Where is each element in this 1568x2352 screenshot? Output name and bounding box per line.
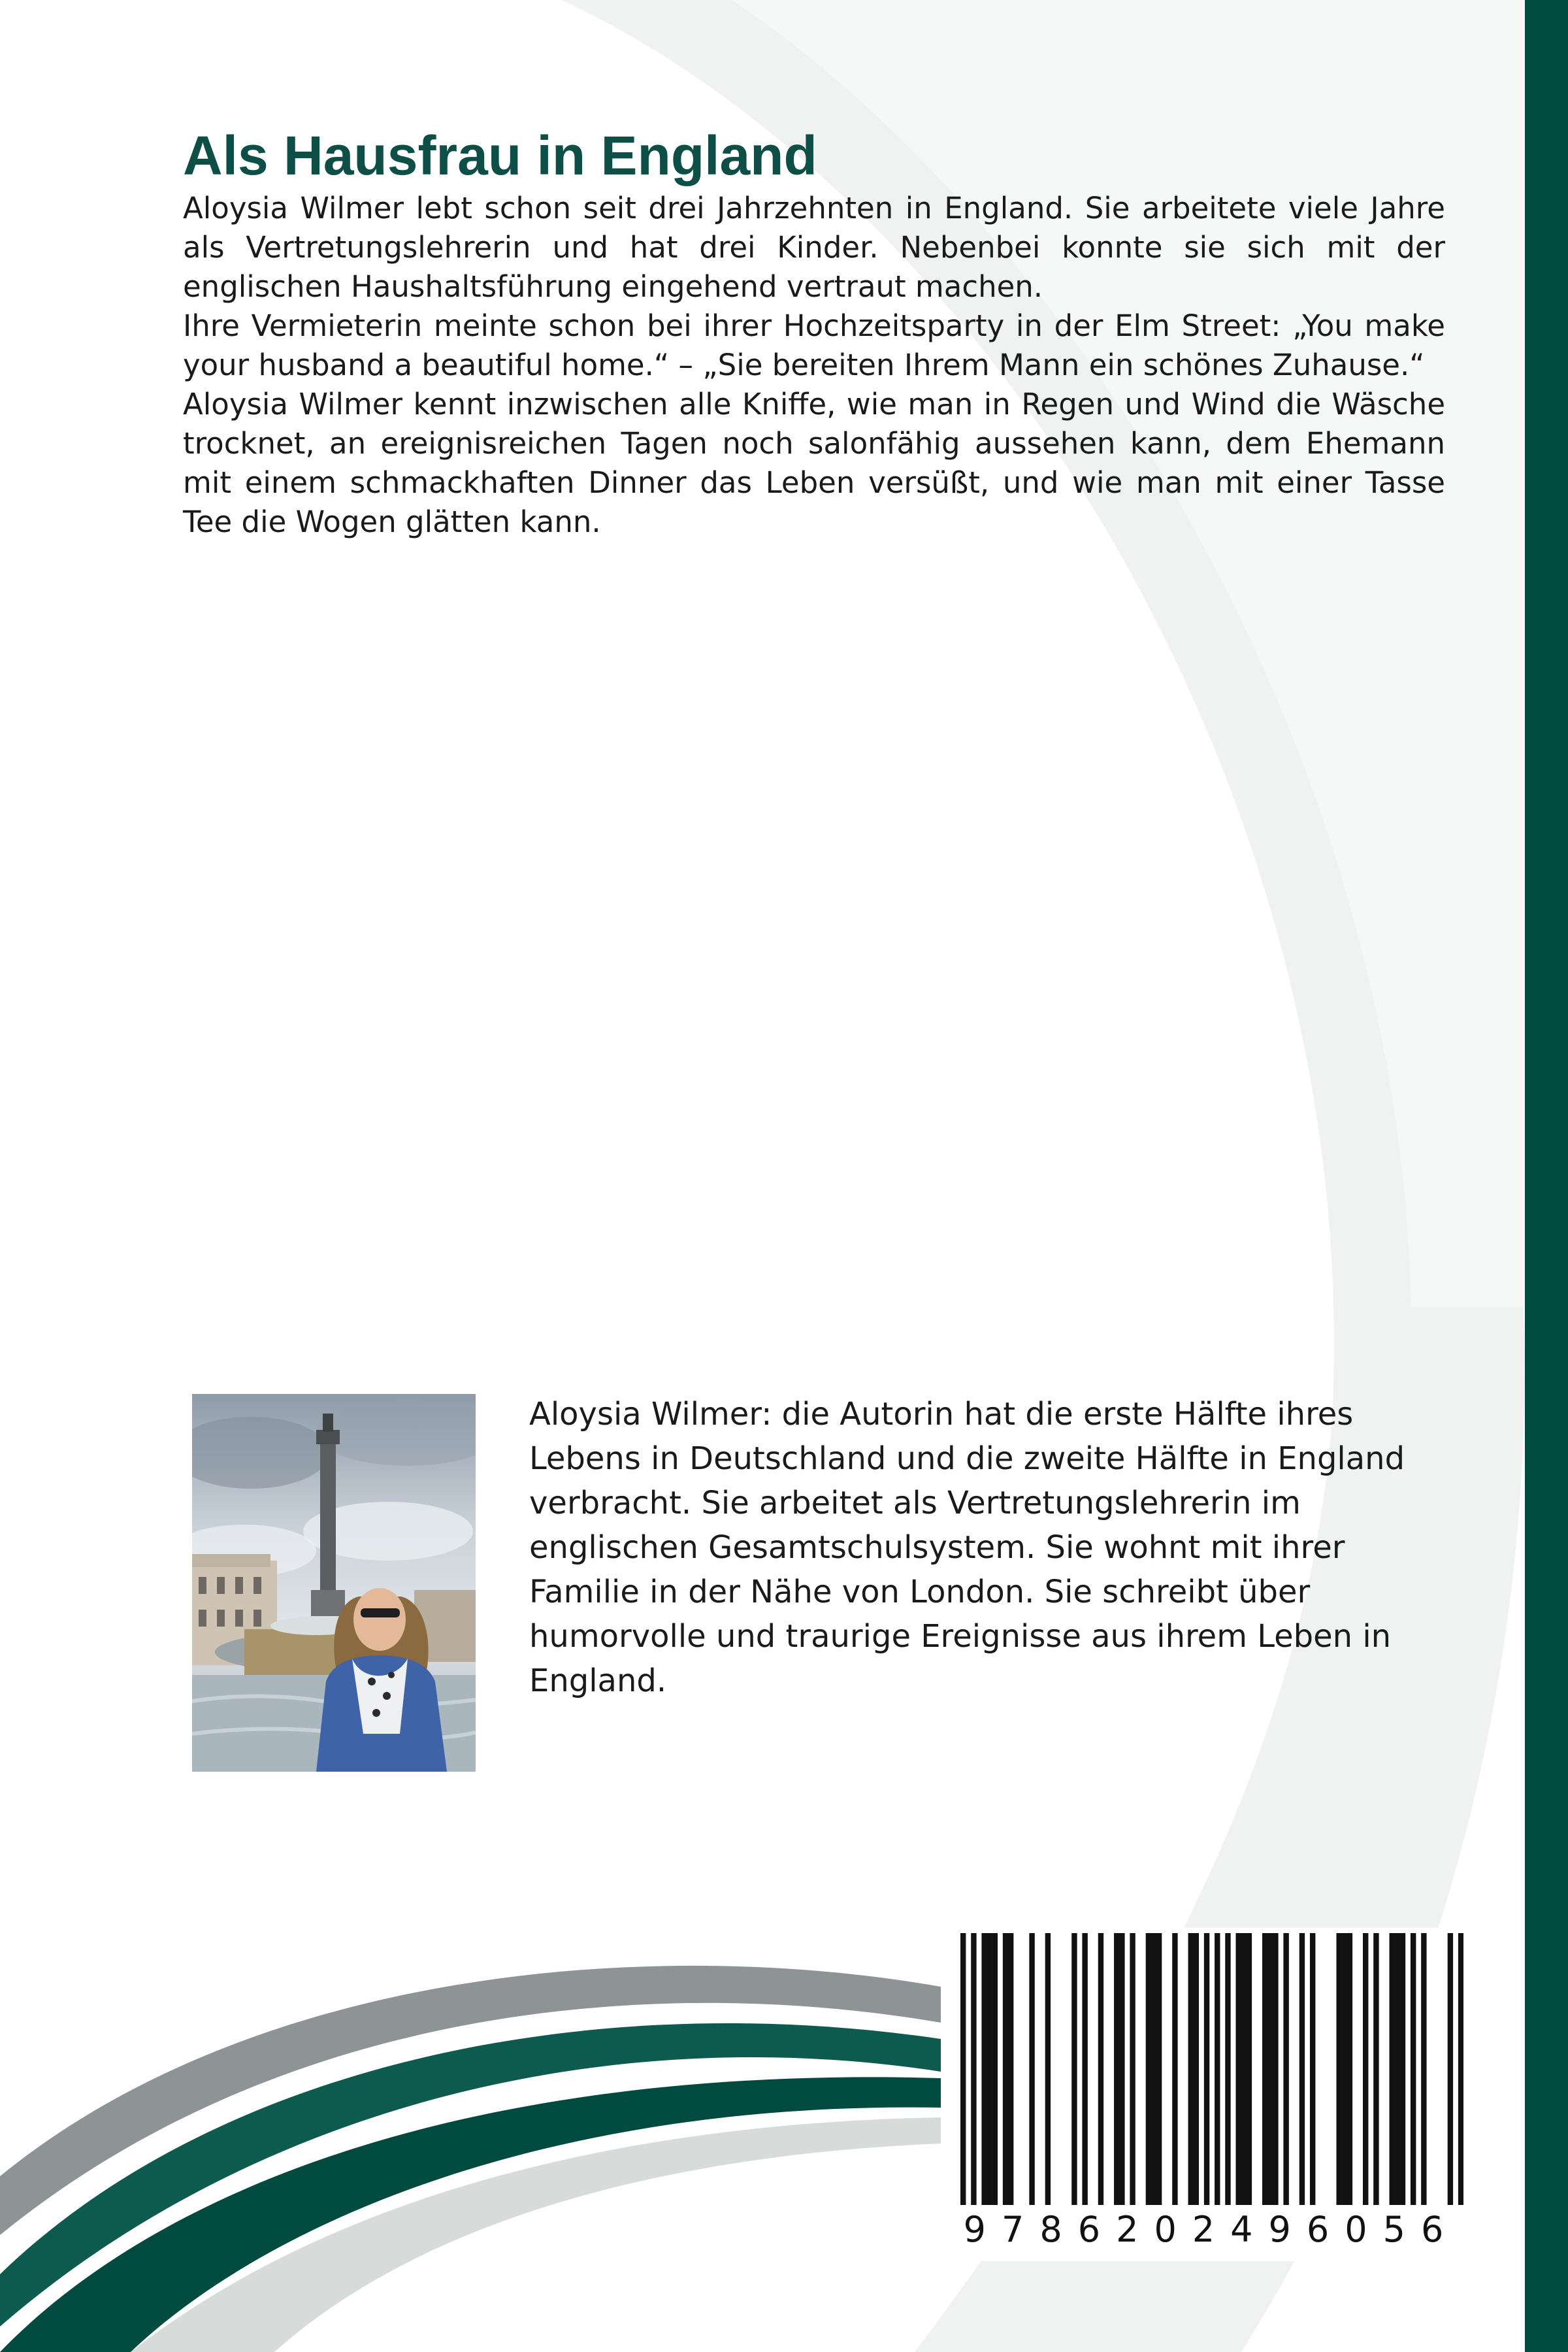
barcode-bar [1215,1933,1220,2205]
book-title: Als Hausfrau in England [183,125,817,186]
barcode-bar [1267,1933,1273,2205]
barcode-bar [1045,1933,1051,2205]
barcode-bar [1008,1933,1013,2205]
barcode-bar [1262,1933,1267,2205]
spine-bar [1525,0,1568,2352]
barcode-bar [1029,1933,1034,2205]
author-bio: Aloysia Wilmer: die Autorin hat die erste Hälfte ihres Lebens in Deutschland und die zweite Hälfte in England verbracht. Sie arbeitet als Vertretungslehrerin im englischen Gesamtschulsystem. Sie wohnt mit ihrer Familie in der Nähe von London. Sie schreibt über humorvolle und traurige Ereignisse aus ihrem Leben in England. [529,1396,1405,1699]
barcode-bar [1390,1933,1395,2205]
barcode-bar [1130,1933,1135,2205]
barcode-bar [1400,1933,1405,2205]
barcode-bar [1241,1933,1247,2205]
barcode-bar [1373,1933,1379,2205]
barcode-bar [1098,1933,1103,2205]
barcode-bar [1156,1933,1162,2205]
barcode-bar [981,1933,987,2205]
isbn-barcode [943,1928,1479,2261]
book-description [183,189,1445,542]
barcode-bar [1172,1933,1177,2205]
barcode-bars [960,1933,1463,2205]
barcode-bar [987,1933,992,2205]
barcode-bar [1003,1933,1008,2205]
barcode-number: 9786202496056 [963,2209,1460,2250]
barcode-bar [1448,1933,1453,2205]
barcode-bar [992,1933,998,2205]
barcode-bar [1235,1933,1241,2205]
barcode-bar [1395,1933,1400,2205]
barcode-bar [1082,1933,1087,2205]
barcode-bar [1421,1933,1426,2205]
description-paragraph-2: Ihre Vermieterin meinte schon bei ihrer Hochzeitsparty in der Elm Street: „You make your husband a beautiful home.“ – „Sie bereiten Ihrem Mann ein schönes Zuhause.“ [183,308,1445,382]
barcode-bar [1342,1933,1347,2205]
barcode-bar [1411,1933,1416,2205]
barcode-bar [1151,1933,1156,2205]
barcode-bar [1114,1933,1119,2205]
barcode-bar [1247,1933,1252,2205]
barcode-bar [1310,1933,1315,2205]
barcode-bar [1204,1933,1209,2205]
barcode-bar [1071,1933,1077,2205]
barcode-bar [971,1933,976,2205]
barcode-bar [1188,1933,1194,2205]
barcode-bar [1336,1933,1341,2205]
barcode-bar [1283,1933,1288,2205]
author-photo [192,1394,476,1772]
barcode-bar [1119,1933,1124,2205]
barcode-bar [1146,1933,1151,2205]
barcode-bar [960,1933,966,2205]
barcode-bar [1347,1933,1352,2205]
barcode-bar [1458,1933,1463,2205]
barcode-bar [1225,1933,1230,2205]
description-paragraph-1: Aloysia Wilmer lebt schon seit drei Jahrzehnten in England. Sie arbeitete viele Jahre als Vertretungslehrerin und hat drei Kinder. Nebenbei konnte sie sich mit der englischen Haushaltsführung eingehend vertraut machen. [183,191,1445,304]
barcode-bar [1194,1933,1199,2205]
description-paragraph-3: Aloysia Wilmer kennt inzwischen alle Kniffe, wie man in Regen und Wind die Wäsche trocknet, an ereignisreichen Tagen noch salonfähig aussehen kann, dem Ehemann mit einem schmackhaften Dinner das Leben versüßt, und wie man mit einer Tasse Tee die Wogen glätten kann. [183,387,1445,539]
barcode-bar [1363,1933,1368,2205]
barcode-bar [1299,1933,1305,2205]
barcode-bar [1273,1933,1278,2205]
